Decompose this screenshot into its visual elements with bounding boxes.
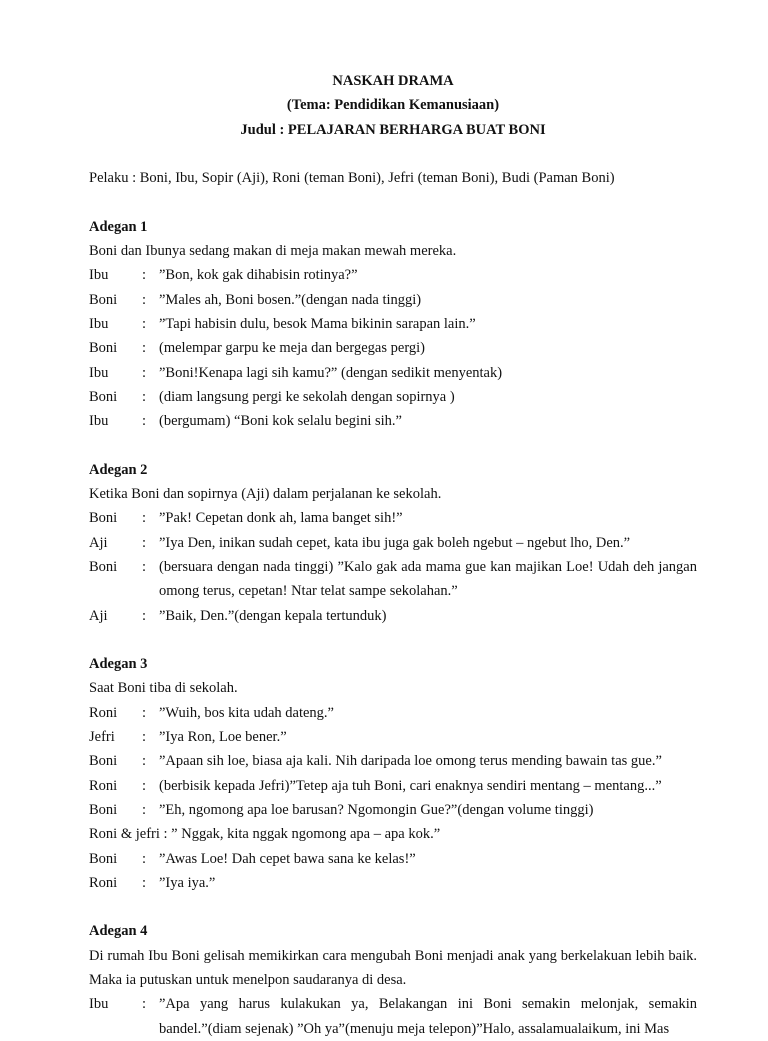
scene-heading: Adegan 3: [89, 656, 148, 673]
speaker: Ibu: [89, 364, 109, 381]
dialogue-line: [89, 749, 697, 773]
separator: :: [142, 777, 147, 794]
dialogue-text: ”Bon, kok gak dihabisin rotinya?”: [159, 267, 358, 284]
dialogue-text: (melempar garpu ke meja dan bergegas pergi): [159, 340, 425, 357]
separator: :: [142, 607, 147, 624]
separator: :: [142, 558, 147, 575]
speaker: Roni: [89, 704, 118, 721]
dialogue-text: ”Iya Ron, Loe bener.”: [159, 729, 287, 746]
dialogue-line: [89, 871, 697, 895]
speaker: Roni: [89, 874, 118, 891]
dialogue-text: (diam langsung pergi ke sekolah dengan sopirnya ): [159, 388, 455, 405]
dialogue-text: (bersuara dengan nada tinggi) ”Kalo gak ada mama gue kan majikan Loe! Udah deh jangan omong terus, cepetan! Ntar telat sampe sekolahan.”: [159, 558, 697, 600]
dialogue-text: ”Iya iya.”: [159, 874, 216, 891]
separator: :: [142, 534, 147, 551]
speaker: Ibu: [89, 996, 109, 1013]
scene-description: Saat Boni tiba di sekolah.: [89, 680, 238, 697]
doc-title: NASKAH DRAMA: [332, 73, 454, 89]
dialogue-line: [89, 288, 697, 312]
dialogue-line: [89, 336, 697, 360]
scene-heading: Adegan 4: [89, 923, 148, 940]
speaker: Boni: [89, 291, 118, 308]
spacer: [89, 433, 697, 457]
dialogue-text: ”Males ah, Boni bosen.”(dengan nada tinggi): [159, 291, 422, 308]
speaker: Ibu: [89, 413, 109, 430]
separator: :: [142, 340, 147, 357]
dialogue-line: [89, 361, 697, 385]
separator: :: [142, 753, 147, 770]
separator: :: [142, 704, 147, 721]
speaker: Boni: [89, 388, 118, 405]
speaker: Roni: [89, 777, 118, 794]
speaker: Boni: [89, 801, 118, 818]
separator: :: [142, 729, 147, 746]
spacer: [89, 895, 697, 919]
pelaku-line: Pelaku : Boni, Ibu, Sopir (Aji), Roni (teman Boni), Jefri (teman Boni), Budi (Paman Boni): [89, 170, 615, 187]
dialogue-line: [89, 263, 697, 287]
dialogue-line: [89, 385, 697, 409]
speaker: Aji: [89, 607, 108, 624]
dialogue-line: [89, 604, 697, 628]
doc-judul: Judul : PELAJARAN BERHARGA BUAT BONI: [240, 121, 546, 138]
speaker: Ibu: [89, 315, 109, 332]
dialogue-line: [89, 312, 697, 336]
spacer: [89, 190, 697, 214]
dialogue-text: (bergumam) “Boni kok selalu begini sih.”: [159, 413, 402, 430]
dialogue-text: ”Eh, ngomong apa loe barusan? Ngomongin Gue?”(dengan volume tinggi): [159, 801, 594, 818]
dialogue-text: ”Baik, Den.”(dengan kepala tertunduk): [159, 607, 387, 624]
dialogue-line: [89, 992, 697, 1041]
separator: :: [142, 510, 147, 527]
dialogue-line: [89, 774, 697, 798]
separator: :: [142, 850, 147, 867]
separator: :: [142, 291, 147, 308]
dialogue-text: ”Apaan sih loe, biasa aja kali. Nih daripada loe omong terus mending bawain tas gue.”: [159, 753, 662, 770]
dialogue-text: ”Iya Den, inikan sudah cepet, kata ibu juga gak boleh ngebut – ngebut lho, Den.”: [159, 534, 631, 551]
separator: :: [142, 364, 147, 381]
dialogue-text: ”Awas Loe! Dah cepet bawa sana ke kelas!”: [159, 850, 416, 867]
speaker: Jefri: [89, 729, 115, 746]
dialogue-text: (berbisik kepada Jefri)”Tetep aja tuh Boni, cari enaknya sendiri mentang – mentang...”: [159, 777, 662, 794]
scene-description: Di rumah Ibu Boni gelisah memikirkan cara mengubah Boni menjadi anak yang berkelakuan lebih baik. Maka ia putuskan untuk menelpon saudaranya di desa.: [89, 947, 697, 988]
scene-heading: Adegan 1: [89, 218, 148, 235]
spacer: [89, 628, 697, 652]
speaker: Aji: [89, 534, 108, 551]
dialogue-line: [89, 701, 697, 725]
dialogue-line: [89, 555, 697, 604]
separator: :: [142, 874, 147, 891]
dialogue-line: [89, 798, 697, 822]
scene-description: Boni dan Ibunya sedang makan di meja makan mewah mereka.: [89, 243, 457, 260]
speaker: Boni: [89, 340, 118, 357]
separator: :: [142, 388, 147, 405]
separator: :: [142, 801, 147, 818]
dialogue-text: ”Apa yang harus kulakukan ya, Belakangan ini Boni semakin melonjak, semakin bandel.”(diam sejenak) ”Oh ya”(menuju meja telepon)”Halo, assalamualaikum, ini Mas: [159, 996, 697, 1037]
speaker: Boni: [89, 558, 118, 575]
doc-theme: (Tema: Pendidikan Kemanusiaan): [286, 97, 500, 114]
speaker: Boni: [89, 510, 118, 527]
dialogue-text: ”Pak! Cepetan donk ah, lama banget sih!”: [159, 510, 403, 527]
dialogue-line: [89, 531, 697, 555]
dialogue-line: [89, 725, 697, 749]
separator: :: [142, 996, 147, 1013]
dialogue-line: [89, 409, 697, 433]
separator: :: [142, 413, 147, 430]
script-body: [89, 69, 697, 1041]
dialogue-text: ”Boni!Kenapa lagi sih kamu?” (dengan sedikit menyentak): [159, 364, 503, 381]
spacer: [89, 142, 697, 166]
scene-description: Ketika Boni dan sopirnya (Aji) dalam perjalanan ke sekolah.: [89, 486, 442, 503]
scene-heading: Adegan 2: [89, 461, 148, 478]
speaker: Boni: [89, 753, 118, 770]
dialogue-text: ”Wuih, bos kita udah dateng.”: [159, 704, 334, 721]
speaker: Ibu: [89, 267, 109, 284]
separator: :: [142, 315, 147, 332]
dialogue-line: [89, 847, 697, 871]
separator: :: [142, 267, 147, 284]
speaker: Boni: [89, 850, 118, 867]
dialogue-line: [89, 506, 697, 530]
dialogue-text: ”Tapi habisin dulu, besok Mama bikinin sarapan lain.”: [159, 315, 476, 332]
joint-dialogue-line: Roni & jefri : ” Nggak, kita nggak ngomong apa – apa kok.”: [89, 826, 441, 843]
